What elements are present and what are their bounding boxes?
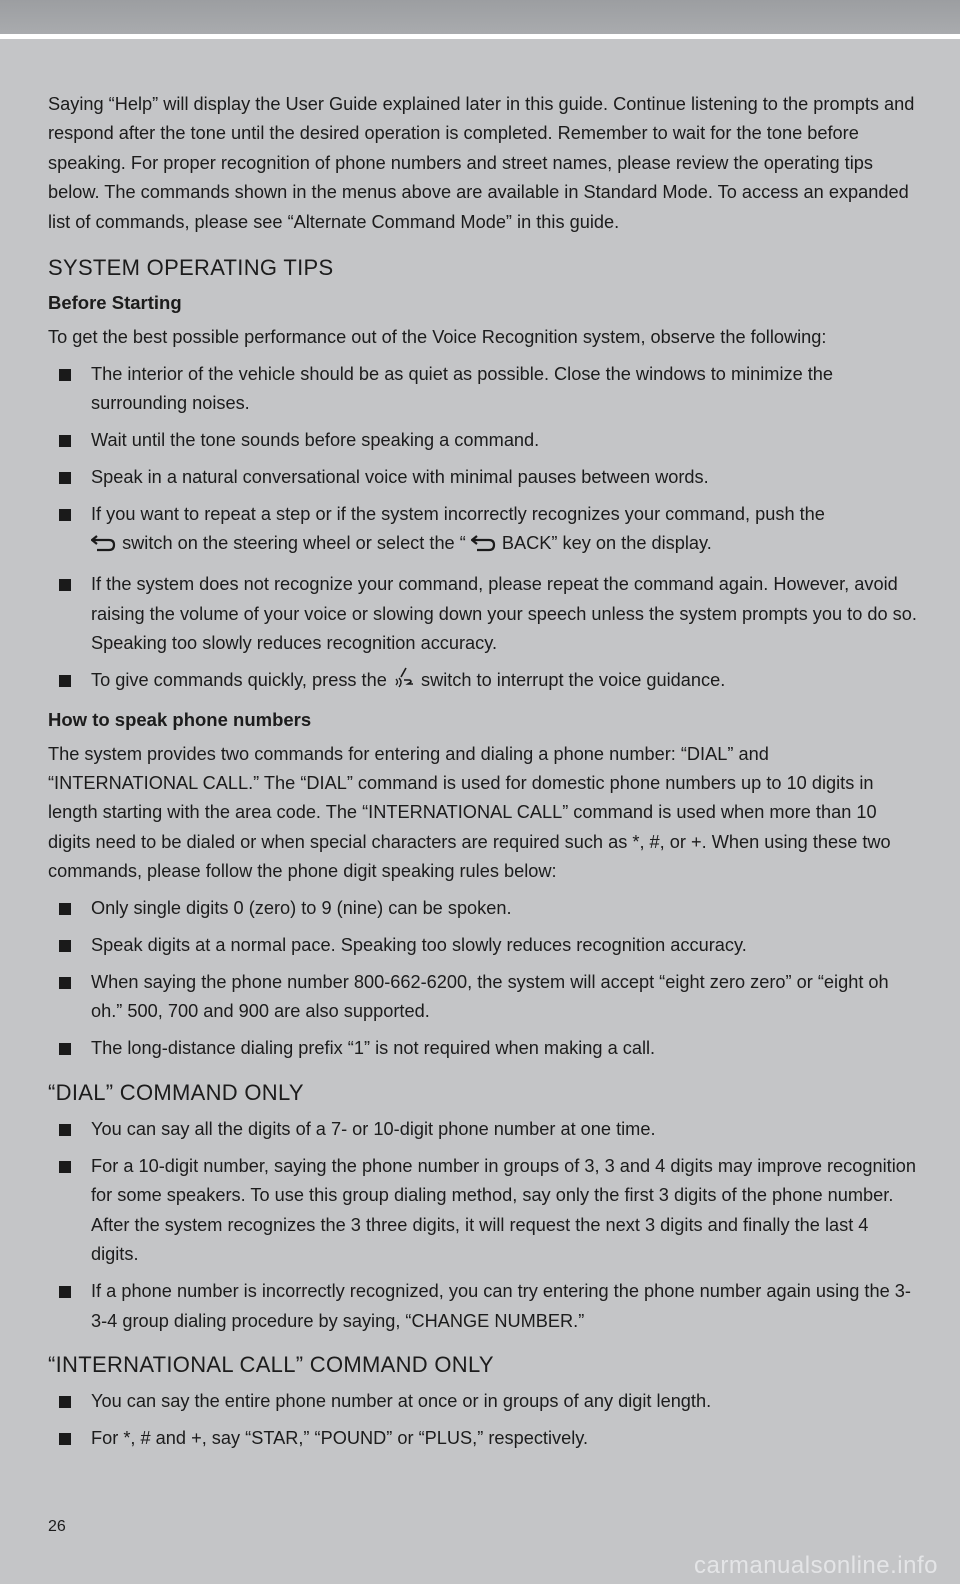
dial-list xyxy=(48,1115,918,1336)
phone-numbers-intro: The system provides two commands for entering and dialing a phone number: “DIAL” and “INTERNATIONAL CALL.” The “DIAL” command is used for domestic phone numbers up to 10 digits in length starting with the area code. The “INTERNATIONAL CALL” command is used when more than 10 digits need to be dialed or when special characters are required such as *, #, or +. When using these two commands, please follow the phone digit speaking rules below: xyxy=(48,743,891,882)
bullet-square-icon xyxy=(59,1161,71,1173)
list-item: If the system does not recognize your command, please repeat the command again. However, avoid raising the volume of your voice or slowing down your speech unless the system prompts you to do so. Speaking too slowly reduces recognition accuracy. xyxy=(48,570,918,658)
section-title: SYSTEM OPERATING TIPS xyxy=(48,255,334,281)
bullet-square-icon xyxy=(59,509,71,521)
back-icon xyxy=(471,533,497,562)
list-item: The interior of the vehicle should be as quiet as possible. Close the windows to minimize the surrounding noises. xyxy=(48,360,918,419)
list-item: You can say all the digits of a 7- or 10-digit phone number at one time. xyxy=(48,1115,918,1144)
dial-heading: “DIAL” COMMAND ONLY xyxy=(48,1079,304,1105)
page-number: 26 xyxy=(48,1518,66,1535)
list-item: For a 10-digit number, saying the phone number in groups of 3, 3 and 4 digits may improve recognition for some speakers. To use this group dialing method, say only the first 3 digits of the phone number. After the system recognizes the 3 three digits, it will request the next 3 digits and finally the last 4 digits. xyxy=(48,1152,918,1270)
list-item: For *, # and +, say “STAR,” “POUND” or “PLUS,” respectively. xyxy=(48,1424,918,1453)
list-item: You can say the entire phone number at once or in groups of any digit length. xyxy=(48,1387,918,1416)
before-starting-list xyxy=(48,360,918,700)
before-starting-intro: To get the best possible performance out of the Voice Recognition system, observe the following: xyxy=(48,327,827,348)
list-item: Only single digits 0 (zero) to 9 (nine) can be spoken. xyxy=(48,894,918,923)
list-item: The long-distance dialing prefix “1” is not required when making a call. xyxy=(48,1034,918,1063)
top-divider xyxy=(0,34,960,39)
list-item: When saying the phone number 800-662-6200, the system will accept “eight zero zero” or “eight oh oh.” 500, 700 and 900 are also supported. xyxy=(48,968,918,1027)
talk-switch-icon xyxy=(392,666,416,699)
bullet-square-icon xyxy=(59,435,71,447)
back-icon xyxy=(91,533,117,562)
list-item: Speak digits at a normal pace. Speaking too slowly reduces recognition accuracy. xyxy=(48,931,918,960)
manual-content xyxy=(48,90,918,1454)
bullet-square-icon xyxy=(59,940,71,952)
bullet-square-icon xyxy=(59,903,71,915)
bullet-square-icon xyxy=(59,1043,71,1055)
phone-numbers-heading: How to speak phone numbers xyxy=(48,708,312,730)
list-item: If a phone number is incorrectly recognized, you can try entering the phone number again using the 3-3-4 group dialing procedure by saying, “CHANGE NUMBER.” xyxy=(48,1277,918,1336)
bullet-square-icon xyxy=(59,1124,71,1136)
watermark: carmanualsonline.info xyxy=(694,1552,938,1579)
list-item: If you want to repeat a step or if the system incorrectly recognizes your command, push the switch on the steering wheel or select the “ BACK” key on the display. xyxy=(48,500,918,563)
phone-numbers-list xyxy=(48,894,918,1064)
list-item: Speak in a natural conversational voice with minimal pauses between words. xyxy=(48,463,918,492)
intro-paragraph: Saying “Help” will display the User Guide explained later in this guide. Continue listening to the prompts and respond after the tone until the desired operation is completed. Remember to wait for the tone before speaking. For proper recognition of phone numbers and street names, please review the operating tips below. The commands shown in the menus above are available in Standard Mode. To access an expanded list of commands, please see “Alternate Command Mode” in this guide. xyxy=(48,94,915,232)
international-heading: “INTERNATIONAL CALL” COMMAND ONLY xyxy=(48,1351,494,1377)
bullet-square-icon xyxy=(59,1396,71,1408)
bullet-square-icon xyxy=(59,675,71,687)
bullet-square-icon xyxy=(59,1286,71,1298)
bullet-square-icon xyxy=(59,369,71,381)
bullet-square-icon xyxy=(59,1433,71,1445)
list-item: To give commands quickly, press the switch to interrupt the voice guidance. xyxy=(48,666,918,699)
top-band xyxy=(0,0,960,34)
international-list xyxy=(48,1387,918,1453)
list-item: Wait until the tone sounds before speaking a command. xyxy=(48,426,918,455)
bullet-square-icon xyxy=(59,977,71,989)
bullet-square-icon xyxy=(59,472,71,484)
before-starting-heading: Before Starting xyxy=(48,292,182,314)
bullet-square-icon xyxy=(59,579,71,591)
